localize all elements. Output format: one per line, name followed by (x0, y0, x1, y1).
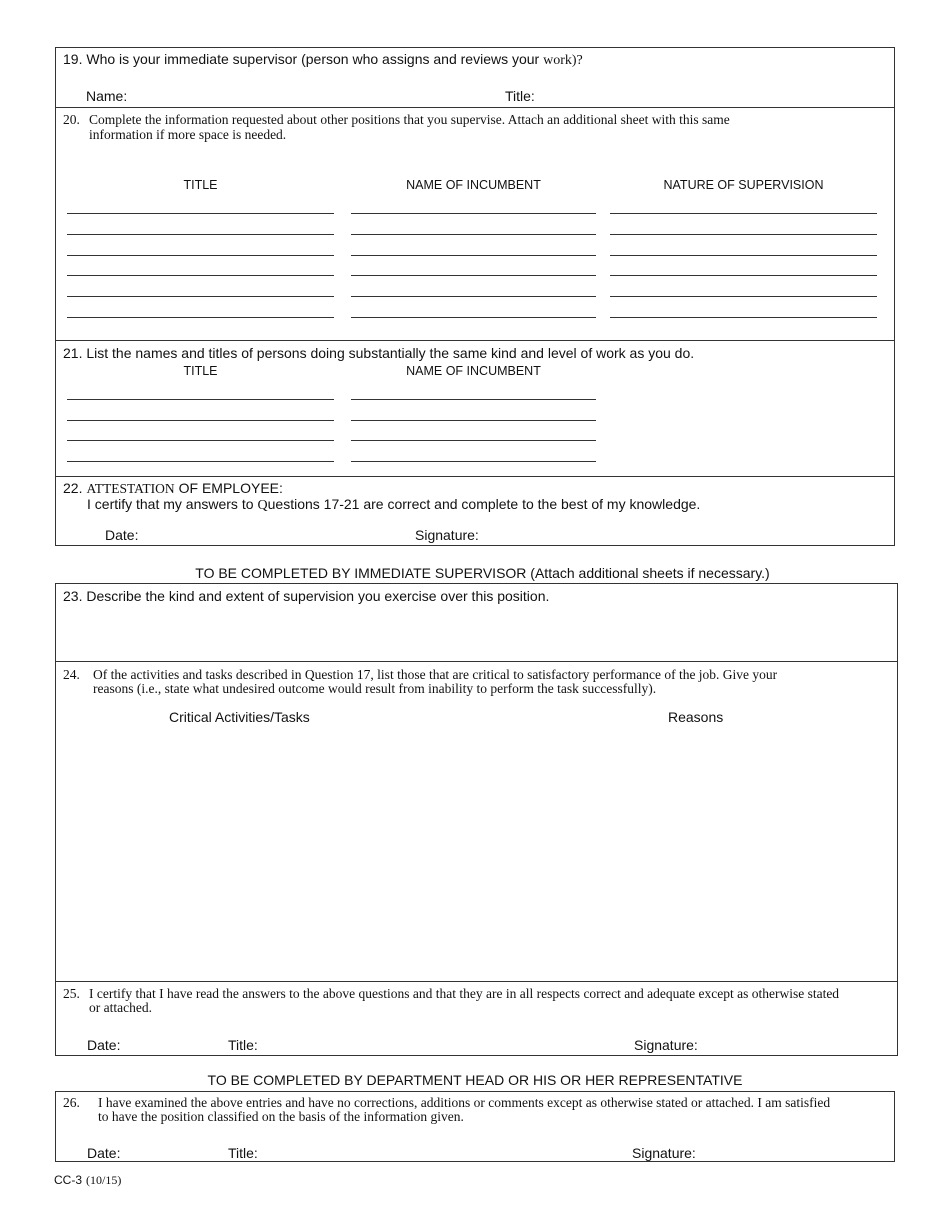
department-signature-field[interactable] (704, 1141, 889, 1160)
q19-text-end: work)? (543, 53, 583, 68)
q20-entry-line-r1-c3[interactable] (610, 213, 877, 214)
department-date-field[interactable] (125, 1141, 220, 1160)
q20-entry-line-r3-c3[interactable] (610, 255, 877, 256)
q21-entry-line-r4-c2[interactable] (351, 461, 596, 462)
divider-21-22 (55, 476, 895, 477)
q20-entry-line-r2-c2[interactable] (351, 234, 596, 235)
q20-entry-line-r3-c2[interactable] (351, 255, 596, 256)
q21-entry-line-r1-c1[interactable] (67, 399, 334, 400)
supervisor-signature-label: Signature: (634, 1037, 698, 1053)
q19-text: Who is your immediate supervisor (person who assigns and reviews your (86, 51, 540, 67)
divider-19-20 (55, 107, 895, 108)
q23-answer-area[interactable] (63, 606, 888, 658)
q25-number: 25. (63, 986, 80, 1001)
q24-number: 24. (63, 667, 80, 682)
supervisor-title-field[interactable] (550, 84, 880, 104)
q22-cert-end: uestions 17-21 are correct and complete to the best of my knowledge. (267, 496, 701, 512)
q20-col-title-header: TITLE (183, 178, 218, 192)
supervisor-name-label: Name: (86, 88, 128, 104)
q20-entry-line-r6-c3[interactable] (610, 317, 877, 318)
form-code: CC-3 (54, 1173, 83, 1187)
department-title-label: Title: (228, 1145, 258, 1161)
q21-entry-line-r3-c1[interactable] (67, 440, 334, 441)
q24-col-activities-header: Critical Activities/Tasks (169, 709, 310, 725)
q20-col-nature-header: NATURE OF SUPERVISION (663, 178, 824, 192)
q21-question: 21. List the names and titles of persons doing substantially the same kind and level of work as you do. (63, 345, 695, 361)
q25-text-line2: or attached. (89, 1000, 152, 1015)
employee-signature-label: Signature: (415, 527, 479, 543)
divider-20-21 (55, 340, 895, 341)
q20-entry-line-r4-c2[interactable] (351, 275, 596, 276)
q21-entry-line-r3-c2[interactable] (351, 440, 596, 441)
q21-entry-line-r2-c2[interactable] (351, 420, 596, 421)
supervisor-date-field[interactable] (125, 1033, 220, 1053)
q23-question: 23. Describe the kind and extent of supervision you exercise over this position. (63, 588, 550, 604)
q22-certification (87, 496, 700, 514)
q22-cert-start: I certify that my answers to (87, 496, 254, 512)
q21-entry-line-r2-c1[interactable] (67, 420, 334, 421)
supervisor-date-label: Date: (87, 1037, 121, 1053)
q21-entry-line-r1-c2[interactable] (351, 399, 596, 400)
q21-entry-line-r4-c1[interactable] (67, 461, 334, 462)
q26-text-line1: I have examined the above entries and have no corrections, additions or comments except as otherwise stated or attached. I am satisfied (98, 1095, 831, 1110)
supervisor-title-field-25[interactable] (265, 1033, 625, 1053)
employee-date-label: Date: (105, 527, 139, 543)
supervisor-section-heading: TO BE COMPLETED BY IMMEDIATE SUPERVISOR (Attach additional sheets if necessary.) (195, 565, 770, 581)
q20-entry-line-r2-c1[interactable] (67, 234, 334, 235)
q25-text-line1: I certify that I have read the answers to the above questions and that they are in all respects correct and adequate except as otherwise stated (89, 986, 840, 1001)
q22-heading-employee: OF EMPLOYEE: (178, 480, 283, 496)
q20-col-incumbent-header: NAME OF INCUMBENT (406, 178, 541, 192)
q21-col-incumbent-header: NAME OF INCUMBENT (406, 364, 541, 378)
divider-23-24 (55, 661, 898, 662)
q20-entry-line-r3-c1[interactable] (67, 255, 334, 256)
supervisor-name-field[interactable] (140, 84, 490, 104)
divider-24-25 (55, 981, 898, 982)
form-revision: (10/15) (86, 1173, 122, 1187)
q24-text-line1: Of the activities and tasks described in Question 17, list those that are critical to satisfactory performance of the job. Give your (93, 667, 778, 682)
q20-entry-line-r5-c1[interactable] (67, 296, 334, 297)
q20-entry-line-r1-c1[interactable] (67, 213, 334, 214)
employee-signature-field[interactable] (490, 523, 880, 543)
employee-date-field[interactable] (145, 523, 395, 543)
department-signature-label: Signature: (632, 1145, 696, 1161)
q20-entry-line-r2-c3[interactable] (610, 234, 877, 235)
q22-cert-q: Q (257, 498, 268, 513)
department-title-field[interactable] (265, 1141, 625, 1160)
q20-number: 20. (63, 112, 80, 127)
q24-text-line2: reasons (i.e., state what undesired outcome would result from inability to perform the task successfully). (93, 681, 657, 696)
q20-entry-line-r6-c2[interactable] (351, 317, 596, 318)
q20-entry-line-r4-c3[interactable] (610, 275, 877, 276)
q19-question (63, 51, 583, 69)
q20-entry-line-r6-c1[interactable] (67, 317, 334, 318)
q20-entry-line-r4-c1[interactable] (67, 275, 334, 276)
supervisor-title-label-25: Title: (228, 1037, 258, 1053)
supervisor-title-label: Title: (505, 88, 535, 104)
department-date-label: Date: (87, 1145, 121, 1161)
q20-text-line2: information if more space is needed. (89, 127, 287, 142)
q24-col-reasons-header: Reasons (668, 709, 724, 725)
supervisor-signature-field[interactable] (706, 1033, 891, 1053)
q20-entry-line-r5-c2[interactable] (351, 296, 596, 297)
q19-number: 19. (63, 51, 83, 67)
q21-col-title-header: TITLE (183, 364, 218, 378)
q26-text-line2: to have the position classified on the basis of the information given. (98, 1109, 464, 1124)
q24-reasons-area[interactable] (540, 730, 888, 975)
q20-text-line1: Complete the information requested about other positions that you supervise. Attach an additional sheet with this same (89, 112, 730, 127)
q20-entry-line-r5-c3[interactable] (610, 296, 877, 297)
form-footer (54, 1171, 121, 1189)
q26-number: 26. (63, 1095, 80, 1110)
q24-activities-area[interactable] (63, 730, 533, 975)
q20-entry-line-r1-c2[interactable] (351, 213, 596, 214)
q22-number: 22. (63, 480, 83, 496)
q22-heading-attestation: ATTESTATION (86, 481, 175, 496)
department-section-heading: TO BE COMPLETED BY DEPARTMENT HEAD OR HIS OR HER REPRESENTATIVE (207, 1072, 743, 1088)
